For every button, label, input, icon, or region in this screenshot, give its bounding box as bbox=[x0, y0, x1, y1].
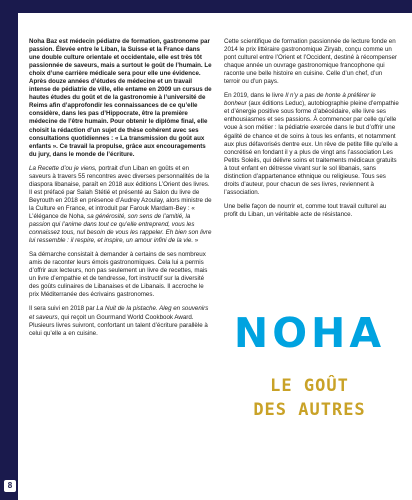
preface-quote: sa générosité, son sens de l’amitié, la passion qui l’anime dans tout ce qu’elle entreprend, vous les connaissez tous, nul besoin de vous les rappeler. Eh bien son livre lui ressemble : il respire, et inspire, un amour infini de la vie. bbox=[29, 212, 212, 245]
first-book-text: portrait d’un Liban en goûts et en saveurs à travers 55 rencontres avec diverses personnalités de la diaspora libanaise, paraît en 2018 aux éditions L’Orient des livres. Il est préfacé par Salah Stétié et présenté au Salon du livre de Beyrouth en 2018 en présence d’Audrey Azoulay, alors ministre de la Culture en France, et introduit par Farouk Mardam-Bey : « L’élégance de Noha, bbox=[29, 164, 212, 220]
prize-paragraph: Cette scientifique de formation passionnée de lecture fonde en 2014 le prix littéraire gastronomique Ziryab, conçu comme un pont culturel entre l’Orient et l’Occident, destiné à récompenser chaque année un ouvrage gastronomique francophone qui raconte une belle histoire en cuisine. Celle d’un chef, d’un terroir ou d’un pays. bbox=[224, 38, 397, 86]
second-book-intro: Il sera suivi en 2018 par bbox=[29, 305, 97, 313]
book-title: La Recette d’ou je viens, bbox=[29, 164, 97, 172]
page-frame-left bbox=[0, 0, 18, 500]
left-text-column bbox=[29, 38, 212, 344]
autobiography-title: Il n’y a pas de honte à préférer le bonheur bbox=[224, 92, 376, 108]
closing-paragraph: Une belle façon de nourrir et, comme tout travail culturel au profit du Liban, un véritable acte de résistance. bbox=[224, 202, 387, 218]
page-frame-top bbox=[0, 0, 412, 13]
brand-subtitle-line-2: DES AUTRES bbox=[253, 400, 366, 420]
quote-close: » bbox=[193, 237, 199, 245]
right-text-column bbox=[224, 38, 399, 225]
biography-lead-paragraph: Noha Baz est médecin pédiatre de formation, gastronome par passion. Élevée entre le Liban, la Suisse et la France dans une double culture orientale et occidentale, elle est très tôt passionnée de saveurs, mais a surtout le goût de l’humain. Le choix d’une carrière médicale sera pour elle une évidence. Après douze années d’études de médecine et un travail intense de pédiatrie de ville, elle entame en 2009 un cursus de hautes études du goût et de la gastronomie à l’université de Reims afin d’approfondir les connaissances de ce qu’elle considère, dans les pas d’Hippocrate, être la première médecine de l’être humain. Pour obtenir le diplôme final, elle choisit la rédaction d’un sujet de thèse cohérent avec ses consultations quotidiennes : « La transmission du goût aux enfants ». Ce travail la propulse, grâce aux encouragements du jury, dans le monde de l’écriture. bbox=[29, 38, 212, 158]
page-number: 8 bbox=[4, 480, 16, 492]
second-book-paragraph bbox=[29, 305, 212, 337]
first-book-paragraph bbox=[29, 165, 212, 245]
autobiography-paragraph bbox=[224, 92, 399, 197]
brand-title: NOHA bbox=[233, 309, 386, 357]
second-book-text: , qui reçoit un Gourmand World Cookbook Award. Plusieurs livres suivront, confortant un talent d’écriture parallèle à celui qu’elle a en cuisine. bbox=[29, 313, 208, 337]
second-book-title: La Nuit de la pistache. Aleg en souvenirs et saveurs bbox=[29, 305, 209, 321]
brand-subtitle bbox=[212, 374, 407, 422]
autobiography-intro: En 2019, dans le livre bbox=[224, 92, 286, 100]
brand-subtitle-line-1: LE GOÛT bbox=[270, 376, 349, 396]
approach-paragraph: Sa démarche consistait à demander à certains de ses nombreux amis de raconter leurs émois gastronomiques. Cela lui a permis d’offrir aux lecteurs, non pas seulement un livre de recettes, mais un livre d’empathie et de tendresse, fort instructif sur la diversité des goûts culinaires de Libanaises et de Libanais. Il accroche le prix Méditerranée des écrivains gastronomes. bbox=[29, 251, 208, 299]
autobiography-text: (aux éditions Leduc), autobiographie pleine d’empathie et d’énergie positive sous forme d’abécédaire, elle livre ses enthousiasmes et ses passions. À commencer par celle qu’elle voue à son métier : la pédiatrie exercée dans le but d’offrir une égalité de chance et de soins à tous les enfants, et notamment aux plus défavorisés dentre eux. Un rêve de petite fille qu’elle a concrétisé en fondant il y a plus de vingt ans l’association Les Petits Soleils, qui délivre soins et traitements médicaux gratuits à tout enfant en détresse vivant sur le sol libanais, sans distinction d’appartenance ethnique ou religieuse. Tous ses droits d’auteur, pour chacun de ses livres, reviennent à l’association. bbox=[224, 100, 399, 196]
